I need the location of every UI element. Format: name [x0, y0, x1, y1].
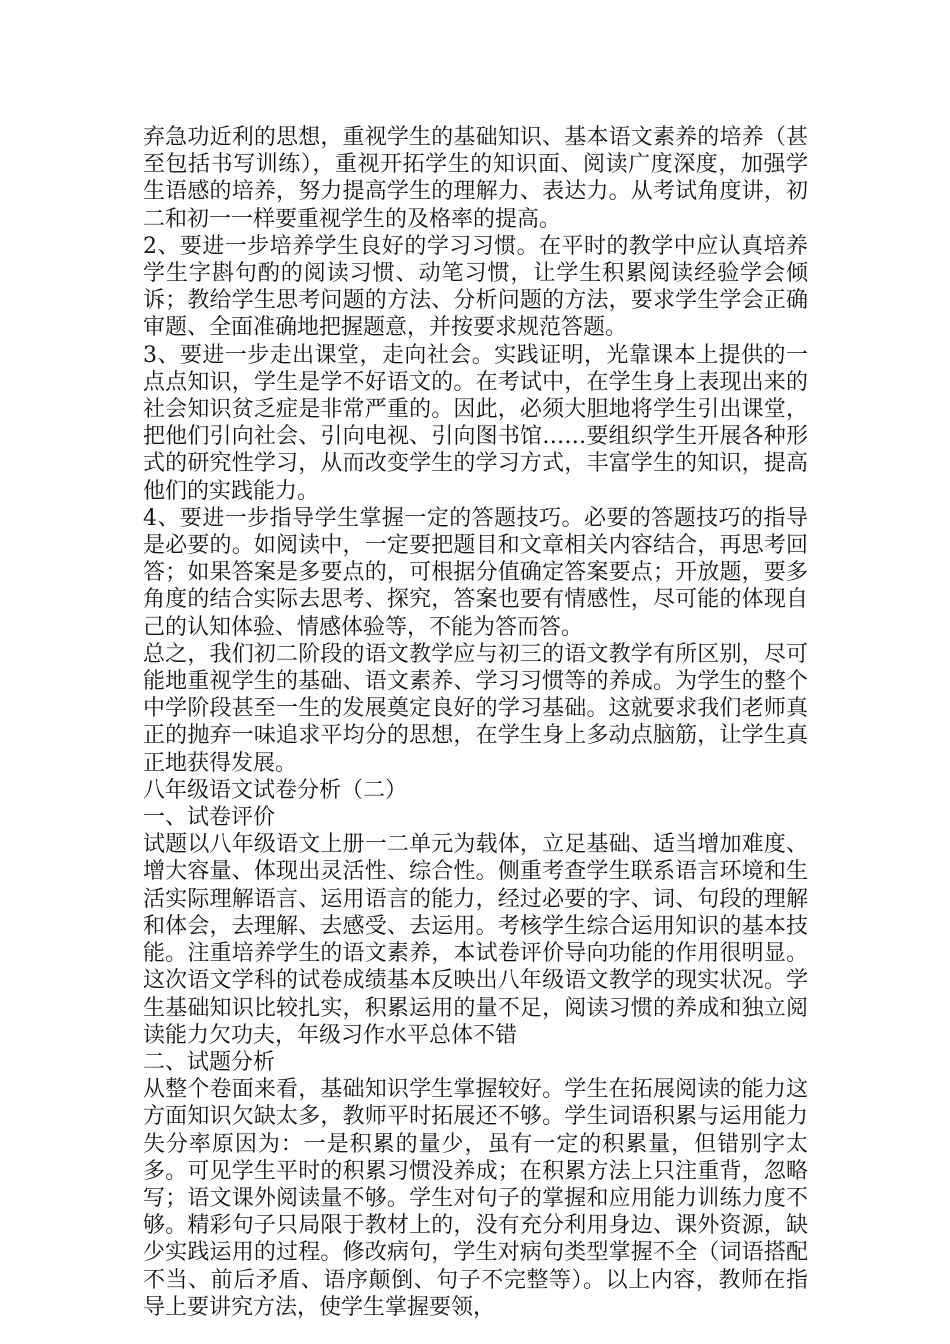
- paragraph-answer-techniques: 4、要进一步指导学生掌握一定的答题技巧。必要的答题技巧的指导是必要的。如阅读中，一定要把题目和文章相关内容结合，再思考回答；如果答案是多要点的，可根据分值确定答案要点；开放题，要多角度的结合实际去思考、探究，答案也要有情感性，尽可能的体现自己的认知体验、情感体验等，不能为答而答。: [143, 505, 808, 640]
- paragraph-study-habits: 2、要进一步培养学生良好的学习习惯。在平时的教学中应认真培养学生字斟句酌的阅读习惯、动笔习惯，让学生积累阅读经验学会倾诉；教给学生思考问题的方法、分析问题的方法，要求学生学会正确审题、全面准确地把握题意，并按要求规范答题。: [143, 233, 808, 341]
- paragraph-exam-evaluation: 试题以八年级语文上册一二单元为载体，立足基础、适当增加难度、增大容量、体现出灵活性、综合性。侧重考查学生联系语言环境和生活实际理解语言、运用语言的能力，经过必要的字、词、句段的理解和体会，去理解、去感受、去运用。考核学生综合运用知识的基本技能。注重培养学生的语文素养，本试卷评价导向功能的作用很明显。这次语文学科的试卷成绩基本反映出八年级语文教学的现实状况。学生基础知识比较扎实，积累运用的量不足，阅读习惯的养成和独立阅读能力欠功夫，年级习作水平总体不错: [143, 832, 808, 1048]
- heading-question-analysis: 二、试题分析: [143, 1049, 276, 1075]
- heading-exam-evaluation: 一、试卷评价: [143, 805, 276, 831]
- section-title: 八年级语文试卷分析（二）: [143, 777, 408, 803]
- paragraph-fundamentals-continuation: 弃急功近利的思想，重视学生的基础知识、基本语文素养的培养（甚至包括书写训练），重视开拓学生的知识面、阅读广度深度，加强学生语感的培养，努力提高学生的理解力、表达力。从考试角度讲，初二和初一一样要重视学生的及格率的提高。: [143, 125, 808, 232]
- paragraph-go-into-society: 3、要进一步走出课堂，走向社会。实践证明，光靠课本上提供的一点点知识，学生是学不好语文的。在考试中，在学生身上表现出来的社会知识贫乏症是非常严重的。因此，必须大胆地将学生引出课堂，把他们引向社会、引向电视、引向图书馆……要组织学生开展各种形式的研究性学习，从而改变学生的学习方式，丰富学生的知识，提高他们的实践能力。: [143, 342, 808, 504]
- paragraph-summary: 总之，我们初二阶段的语文教学应与初三的语文教学有所区别，尽可能地重视学生的基础、语文素养、学习习惯等的养成。为学生的整个中学阶段甚至一生的发展奠定良好的学习基础。这就要求我们老师真正的抛弃一味追求平均分的思想，在学生身上多动点脑筋，让学生真正地获得发展。: [143, 641, 808, 776]
- document-page: [143, 124, 808, 1321]
- paragraph-question-analysis: 从整个卷面来看，基础知识学生掌握较好。学生在拓展阅读的能力这方面知识欠缺太多，教师平时拓展还不够。学生词语积累与运用能力失分率原因为：一是积累的量少，虽有一定的积累量，但错别字太多。可见学生平时的积累习惯没养成；在积累方法上只注重背，忽略写；语文课外阅读量不够。学生对句子的掌握和应用能力训练力度不够。精彩句子只局限于教材上的，没有充分利用身边、课外资源，缺少实践运用的过程。修改病句，学生对病句类型掌握不全（词语搭配不当、前后矛盾、语序颠倒、句子不完整等）。以上内容，教师在指导上要讲究方法，使学生掌握要领，: [143, 1077, 808, 1320]
